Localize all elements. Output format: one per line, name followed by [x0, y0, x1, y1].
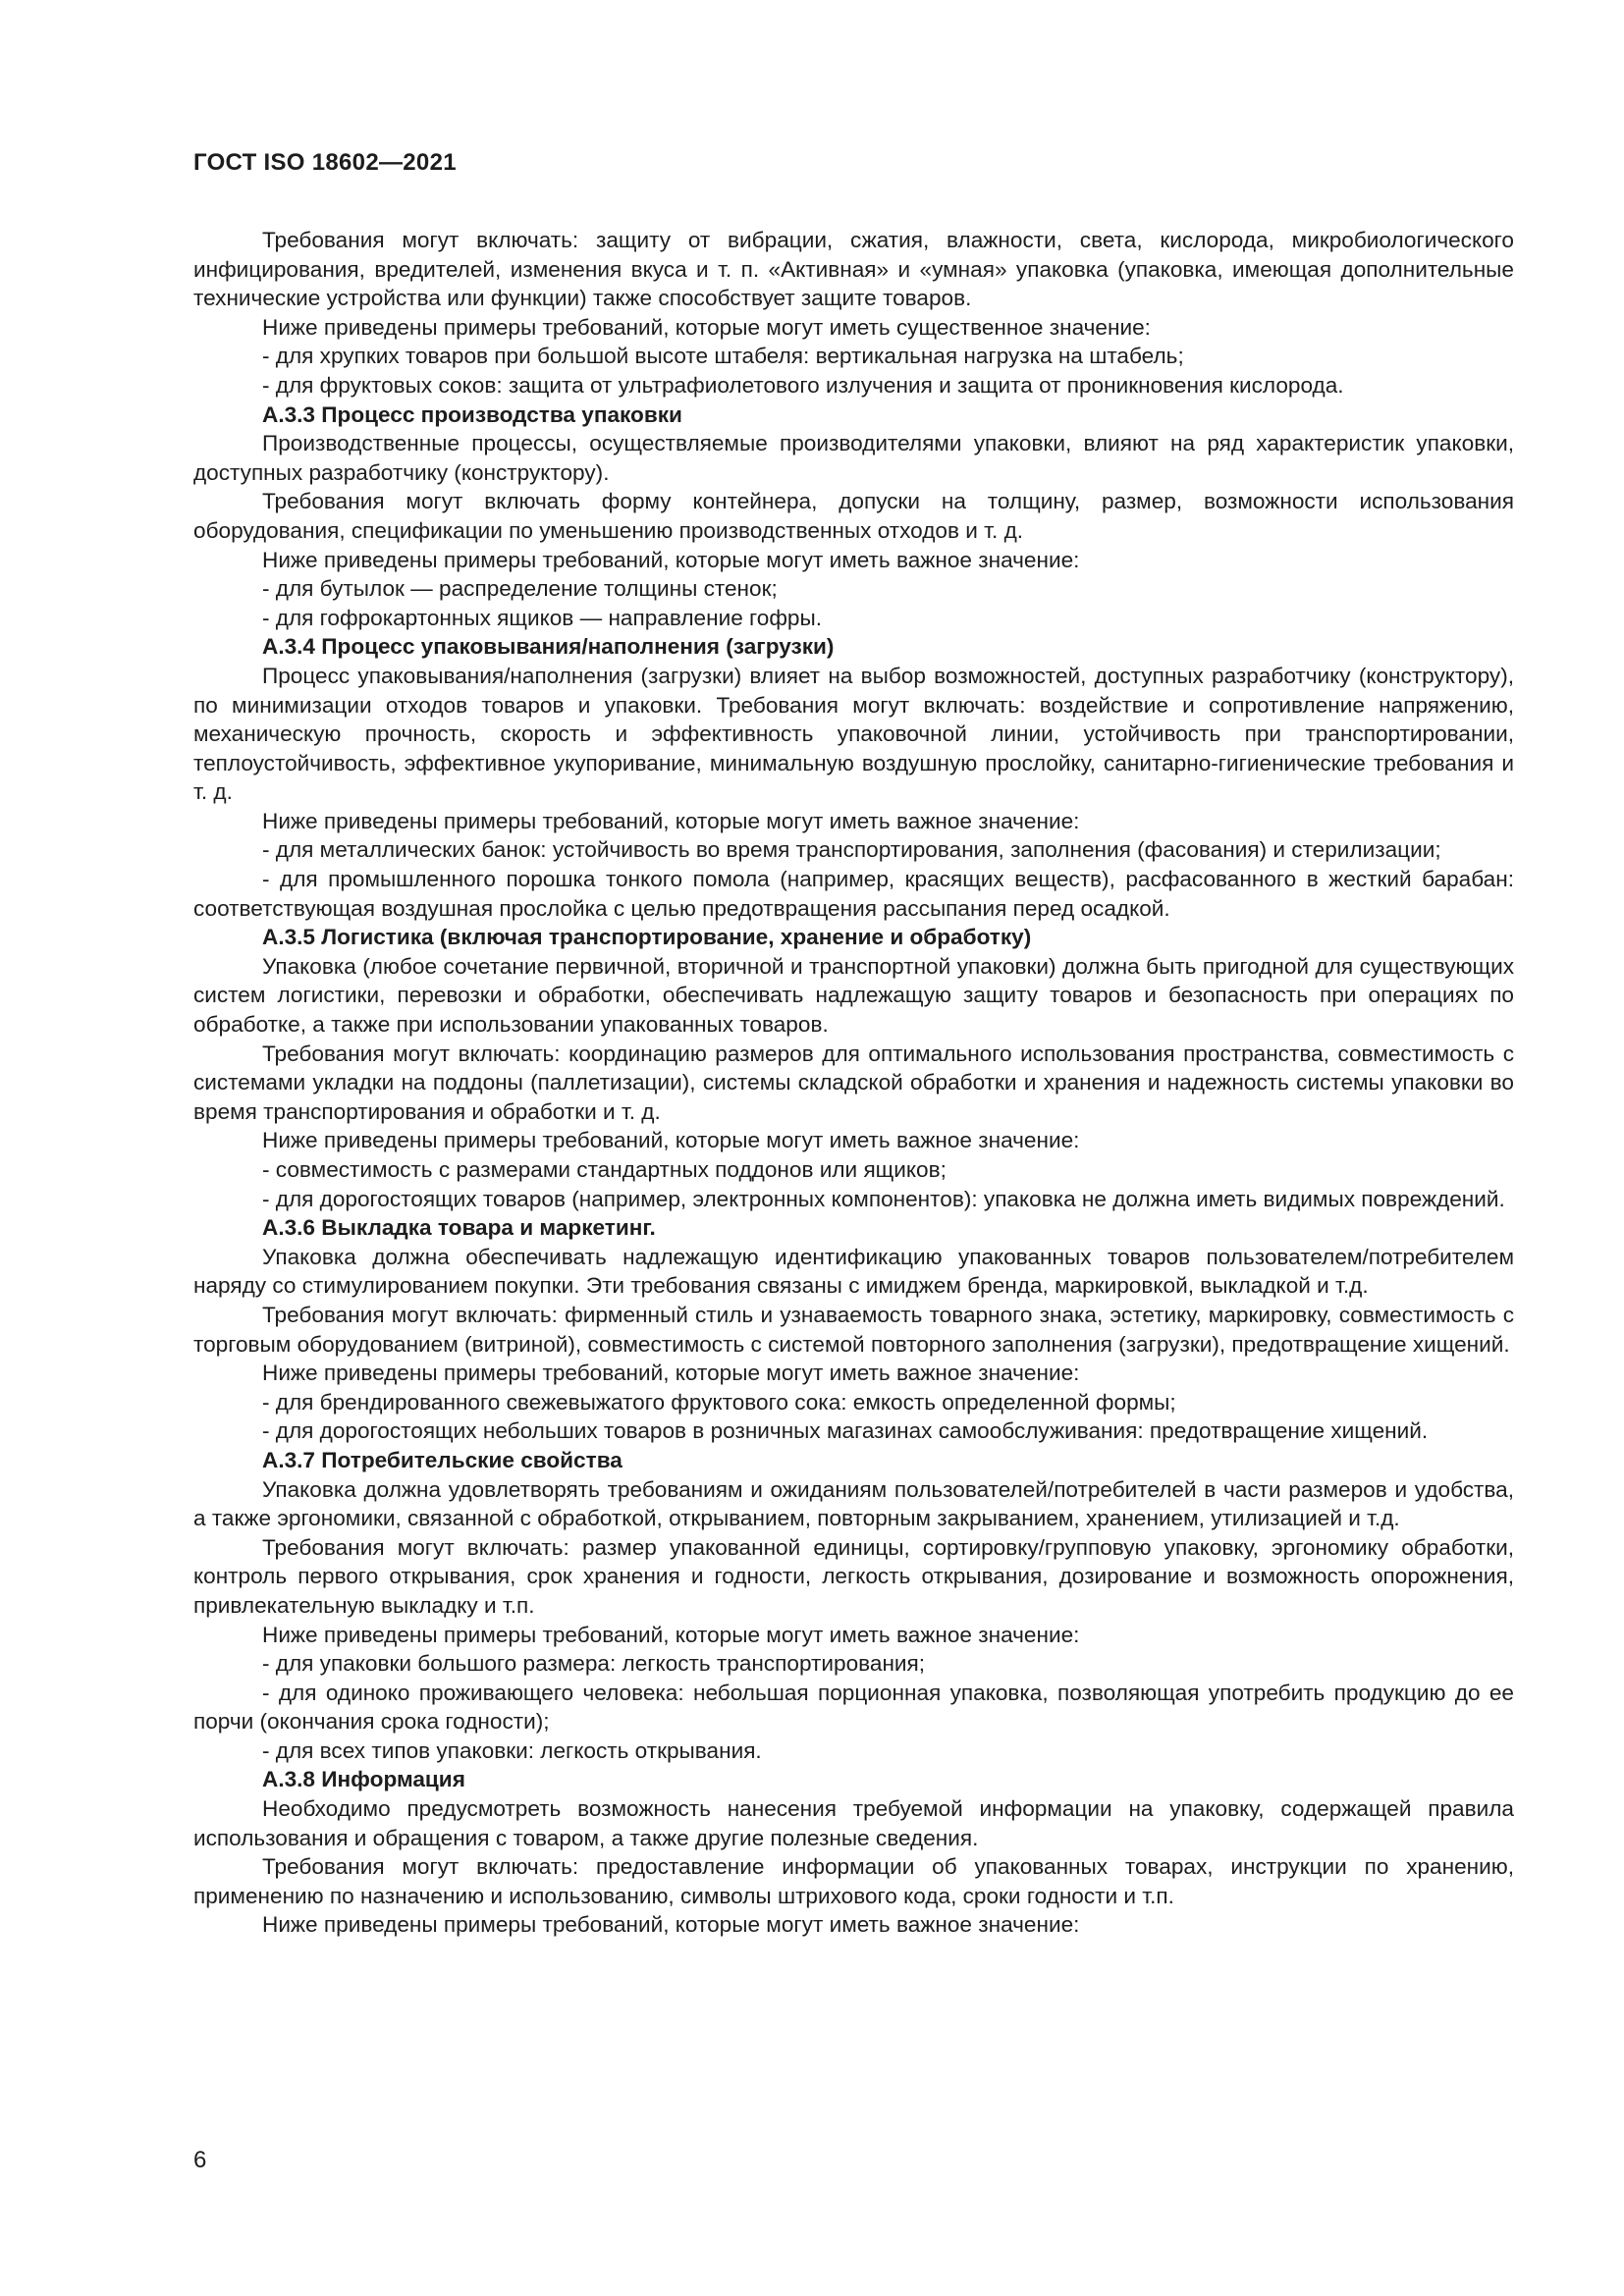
paragraph: - для дорогостоящих товаров (например, электронных компонентов): упаковка не должна иметь видимых повреждений.: [262, 1186, 1505, 1211]
paragraph: - для бутылок — распределение толщины стенок;: [262, 576, 778, 602]
paragraph: Требования могут включать: координацию размеров для оптимального использования пространства, совместимость с системами укладки на поддоны (паллетизации), системы складской обработки и хранения и надежность системы упаковки во время транспортирования и обработки и т. д.: [193, 1041, 1514, 1124]
paragraph: Производственные процессы, осуществляемые производителями упаковки, влияют на ряд характеристик упаковки, доступных разработчику (конструктору).: [193, 431, 1514, 485]
page-header: ГОСТ ISO 18602—2021: [193, 149, 457, 176]
paragraph: Ниже приведены примеры требований, которые могут иметь важное значение:: [262, 1912, 1080, 1938]
paragraph: Ниже приведены примеры требований, которые могут иметь существенное значение:: [262, 314, 1151, 340]
page-number: 6: [193, 2147, 207, 2173]
paragraph: Ниже приведены примеры требований, которые могут иметь важное значение:: [262, 1128, 1080, 1153]
paragraph: - для гофрокартонных ящиков — направление гофры.: [262, 605, 823, 630]
paragraph: Ниже приведены примеры требований, которые могут иметь важное значение:: [262, 1361, 1080, 1386]
paragraph: Требования могут включать форму контейнера, допуски на толщину, размер, возможности использования оборудования, спецификации по уменьшению производственных отходов и т. д.: [193, 489, 1514, 543]
paragraph: Ниже приведены примеры требований, которые могут иметь важное значение:: [262, 547, 1080, 572]
section-heading: А.3.6 Выкладка товара и маркетинг.: [262, 1215, 656, 1241]
section-heading: А.3.4 Процесс упаковывания/наполнения (загрузки): [262, 634, 835, 660]
section-heading: А.3.7 Потребительские свойства: [262, 1447, 623, 1472]
document-body: [193, 226, 1514, 1940]
paragraph: Упаковка (любое сочетание первичной, вторичной и транспортной упаковки) должна быть пригодной для существующих систем логистики, перевозки и обработки, обеспечивать надлежащую защиту товаров и безопасность при операциях по обработке, а также при использовании упакованных товаров.: [193, 953, 1514, 1038]
paragraph: Ниже приведены примеры требований, которые могут иметь важное значение:: [262, 1622, 1080, 1647]
paragraph: Требования могут включать: фирменный стиль и узнаваемость товарного знака, эстетику, маркировку, совместимость с торговым оборудованием (витриной), совместимость с системой повторного заполнения (загрузки), предотвращение хищений.: [193, 1302, 1514, 1357]
paragraph: Процесс упаковывания/наполнения (загрузки) влияет на выбор возможностей, доступных разработчику (конструктору), по минимизации отходов товаров и упаковки. Требования могут включать: воздействие и сопротивление напряжению, механическую прочность, скорость и эффективность упаковочной линии, устойчивость при транспортировании, теплоустойчивость, эффективное укупоривание, минимальную воздушную прослойку, санитарно-гигиенические требования и т. д.: [193, 663, 1514, 805]
section-heading: А.3.8 Информация: [262, 1767, 465, 1792]
section-heading: А.3.3 Процесс производства упаковки: [262, 401, 682, 427]
paragraph: - для всех типов упаковки: легкость открывания.: [262, 1737, 762, 1763]
paragraph: Требования могут включать: защиту от вибрации, сжатия, влажности, света, кислорода, микробиологического инфицирования, вредителей, изменения вкуса и т. п. «Активная» и «умная» упаковка (упаковка, имеющая дополнительные технические устройства или функции) также способствует защите товаров.: [193, 228, 1514, 311]
paragraph: - для дорогостоящих небольших товаров в розничных магазинах самообслуживания: предотвращение хищений.: [262, 1418, 1429, 1444]
paragraph: - для одиноко проживающего человека: небольшая порционная упаковка, позволяющая употребить продукцию до ее порчи (окончания срока годности);: [193, 1680, 1514, 1735]
paragraph: - для хрупких товаров при большой высоте штабеля: вертикальная нагрузка на штабель;: [262, 344, 1184, 369]
paragraph: Требования могут включать: предоставление информации об упакованных товарах, инструкции по хранению, применению по назначению и использованию, символы штрихового кода, сроки годности и т.п.: [193, 1854, 1514, 1908]
section-heading: А.3.5 Логистика (включая транспортирование, хранение и обработку): [262, 925, 1032, 950]
paragraph: - для брендированного свежевыжатого фруктового сока: емкость определенной формы;: [262, 1389, 1176, 1415]
paragraph: - для фруктовых соков: защита от ультрафиолетового излучения и защита от проникновения кислорода.: [262, 372, 1344, 398]
paragraph: - для упаковки большого размера: легкость транспортирования;: [262, 1651, 926, 1677]
paragraph: - для промышленного порошка тонкого помола (например, красящих веществ), расфасованного в жесткий барабан: соответствующая воздушная прослойка с целью предотвращения рассыпания перед осадкой.: [193, 867, 1514, 921]
paragraph: Необходимо предусмотреть возможность нанесения требуемой информации на упаковку, содержащей правила использования и обращения с товаром, а также другие полезные сведения.: [193, 1796, 1514, 1850]
paragraph: Ниже приведены примеры требований, которые могут иметь важное значение:: [262, 808, 1080, 833]
paragraph: - совместимость с размерами стандартных поддонов или ящиков;: [262, 1157, 947, 1182]
paragraph: - для металлических банок: устойчивость во время транспортирования, заполнения (фасования) и стерилизации;: [262, 837, 1441, 863]
paragraph: Требования могут включать: размер упакованной единицы, сортировку/групповую упаковку, эргономику обработки, контроль первого открывания, срок хранения и годности, легкость открывания, дозирование и возможность опорожнения, привлекательную выкладку и т.п.: [193, 1534, 1514, 1618]
paragraph: Упаковка должна обеспечивать надлежащую идентификацию упакованных товаров пользователем/потребителем наряду со стимулированием покупки. Эти требования связаны с имиджем бренда, маркировкой, выкладкой и т.д.: [193, 1244, 1514, 1299]
paragraph: Упаковка должна удовлетворять требованиям и ожиданиям пользователей/потребителей в части размеров и удобства, а также эргономики, связанной с обработкой, открыванием, повторным закрыванием, хранением, утилизацией и т.д.: [193, 1476, 1514, 1531]
